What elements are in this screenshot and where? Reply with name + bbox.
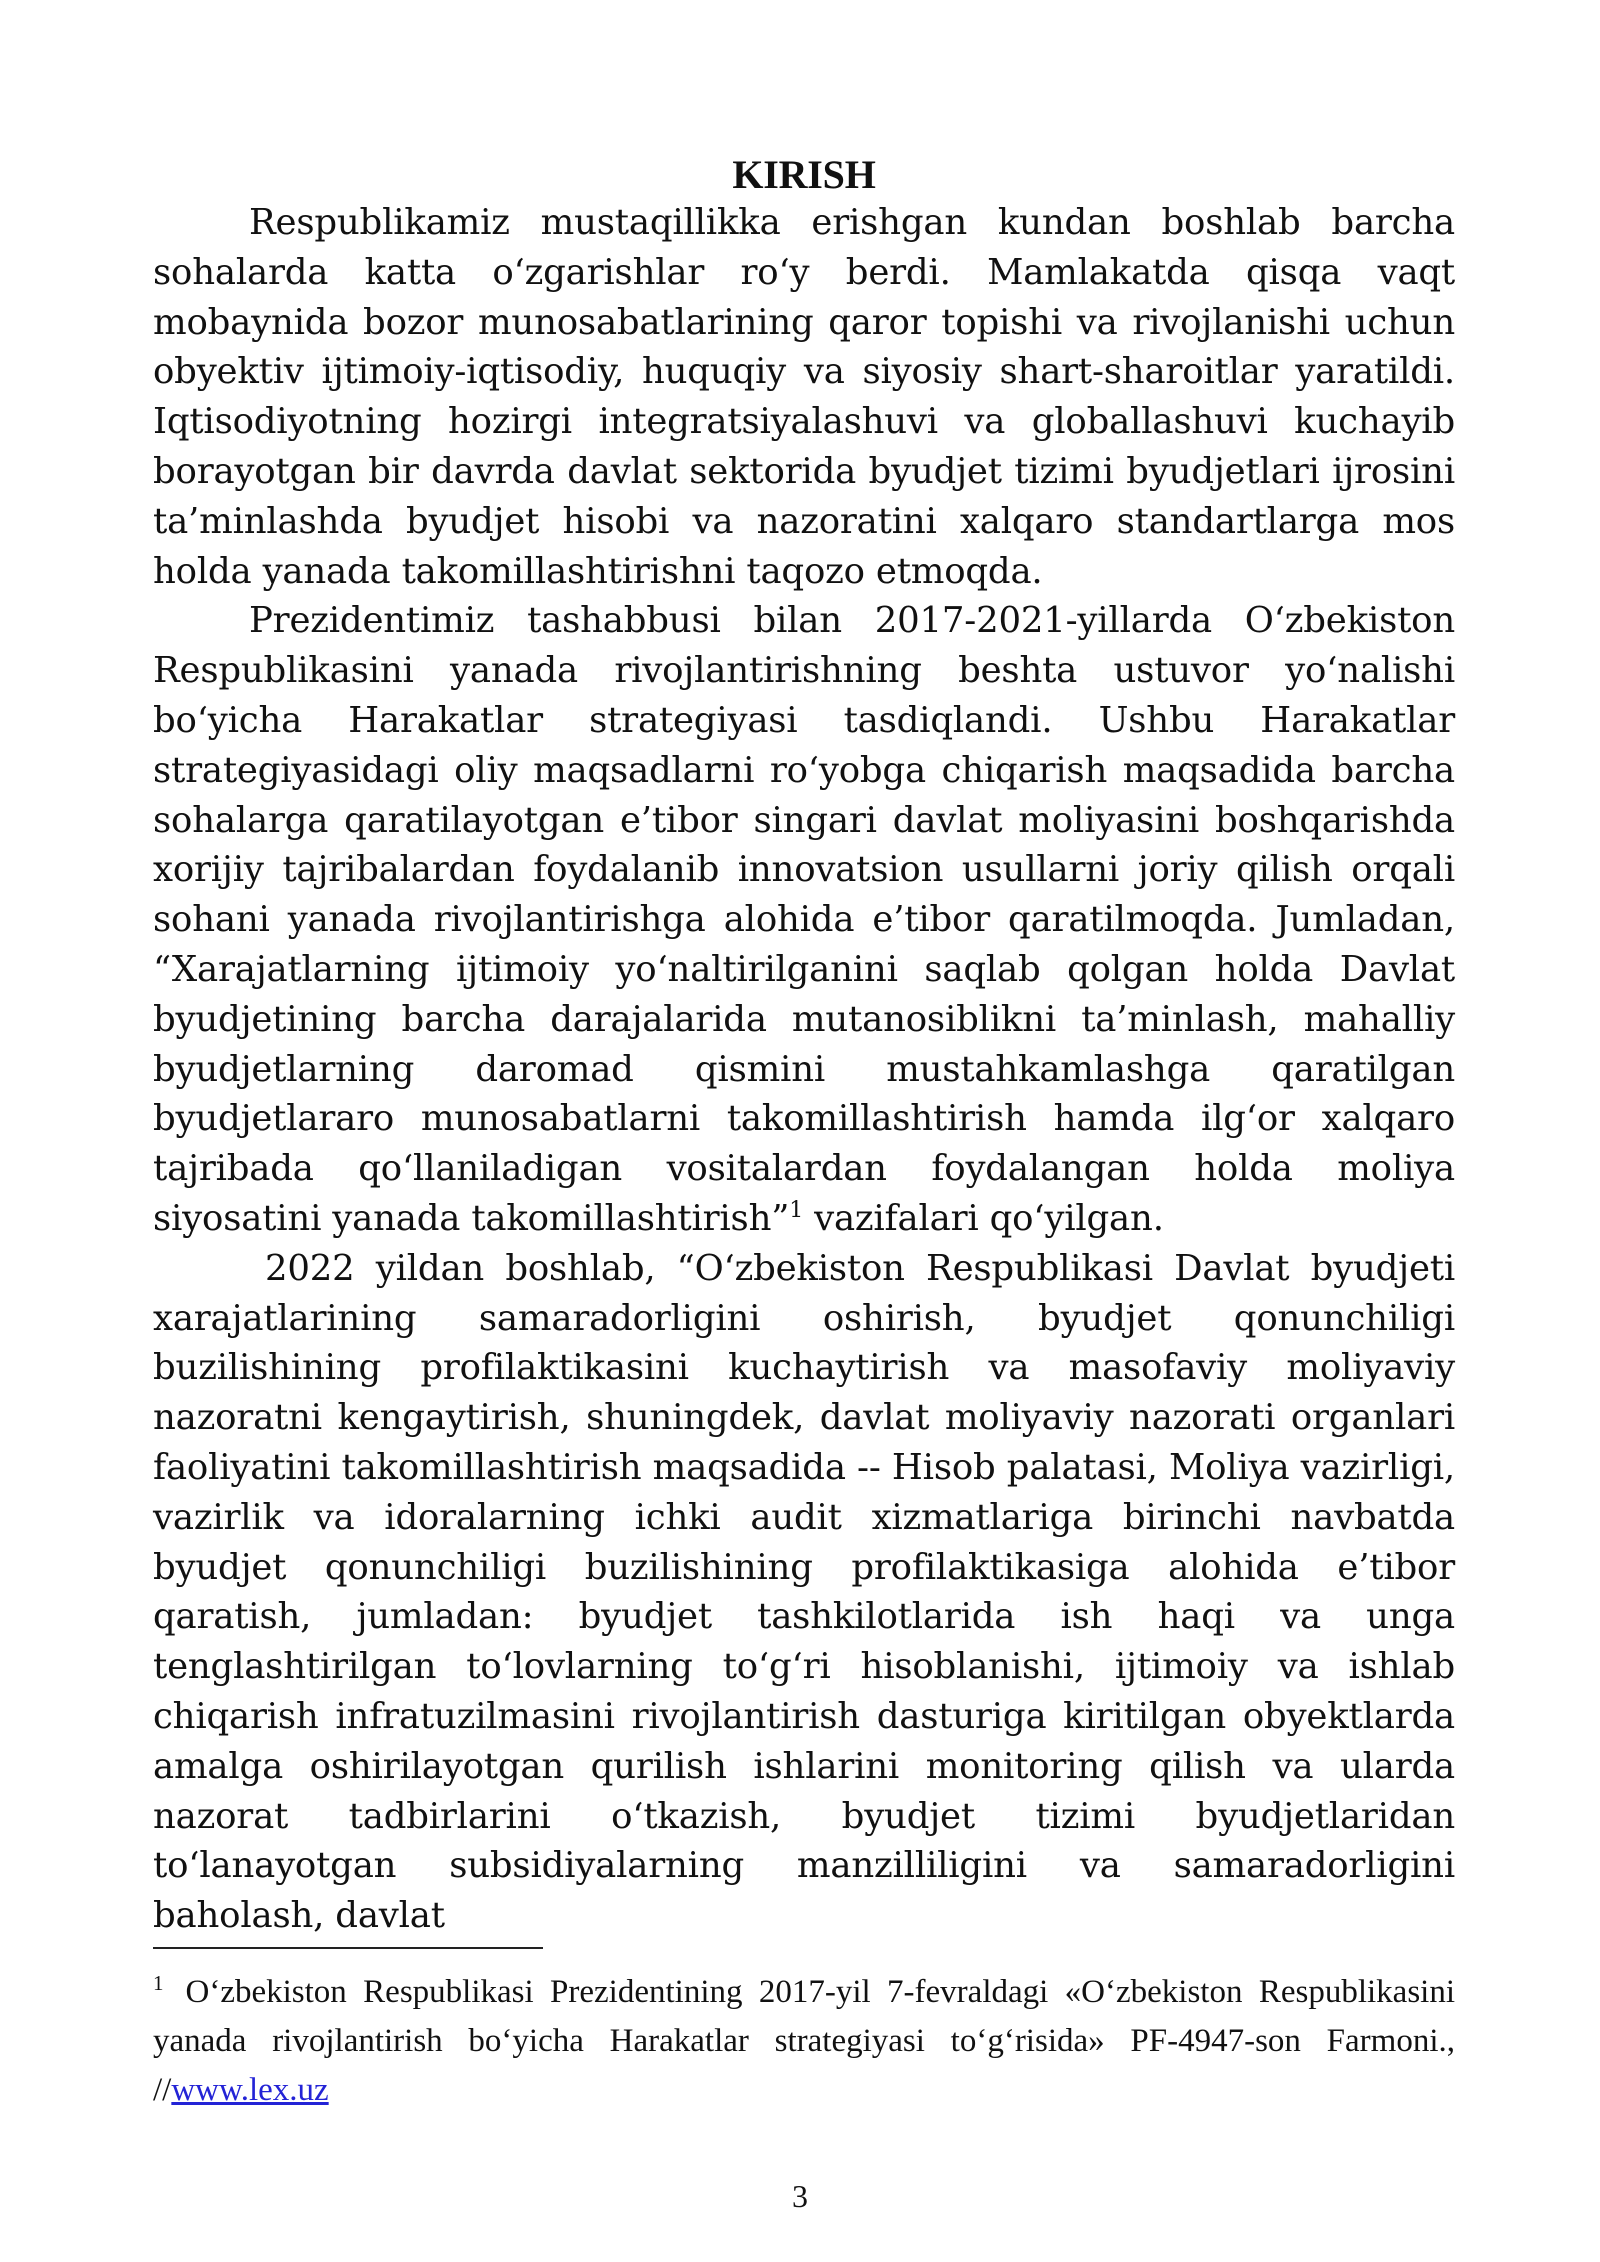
paragraph-2 xyxy=(153,596,1455,1243)
main-text xyxy=(153,150,1455,1941)
section-title: KIRISH xyxy=(732,152,876,197)
paragraph-2-tail: vazifalari qo‘yilgan. xyxy=(803,1197,1164,1239)
footnote-text: O‘zbekiston Respublikasi Prezidentining 2017-yil 7-fevraldagi «O‘zbekiston Respublikasini yanada rivojlantirish bo‘yicha Harakatlar strategiyasi to‘g‘risida» PF-4947-son Farmoni., // xyxy=(153,1974,1455,2108)
footnote xyxy=(153,1968,1455,2115)
paragraph-1-text: Respublikamiz mustaqillikka erishgan kundan boshlab barcha sohalarda katta o‘zgarishlar ro‘y berdi. Mamlakatda qisqa vaqt mobaynida bozor munosabatlarining qaror topishi va rivojlanishi uchun obyektiv ijtimoiy-iqtisodiy, huquqiy va siyosiy shart-sharoitlar yaratildi. Iqtisodiyotning hozirgi integratsiyalashuvi va globallashuvi kuchayib borayotgan bir davrda davlat sektorida byudjet tizimi byudjetlari ijrosini ta’minlashda byudjet hisobi va nazoratini xalqaro standartlarga mos holda yanada takomillashtirishni taqozo etmoqda. xyxy=(153,202,1455,592)
footnote-separator xyxy=(153,1947,543,1949)
paragraph-3 xyxy=(153,1244,1455,1941)
footnote-reference[interactable]: 1 xyxy=(789,1198,803,1224)
paragraph-2-text: Prezidentimiz tashabbusi bilan 2017-2021-yillarda O‘zbekiston Respublikasini yanada rivojlantirishning beshta ustuvor yo‘nalishi bo‘yicha Harakatlar strategiyasi tasdiqlandi. Ushbu Harakatlar strategiyasidagi oliy maqsadlarni ro‘yobga chiqarish maqsadida barcha sohalarga qaratilayotgan e’tibor singari davlat moliyasini boshqarishda xorijiy tajribalardan foydalanib innovatsion usullarni joriy qilish orqali sohani yanada rivojlantirishga alohida e’tibor qaratilmoqda. Jumladan, “Xarajatlarning ijtimoiy yo‘naltirilganini saqlab qolgan holda Davlat byudjetining barcha darajalarida mutanosiblikni ta’minlash, mahalliy byudjetlarning daromad qismini mustahkamlashga qaratilgan byudjetlararo munosabatlarni takomillashtirish hamda ilg‘or xalqaro tajribada qo‘llaniladigan vositalardan foydalangan holda moliya siyosatini yanada takomillashtirish” xyxy=(153,600,1455,1239)
page-number: 3 xyxy=(792,2178,808,2214)
footnote-link[interactable]: www.lex.uz xyxy=(171,2072,329,2108)
paragraph-1 xyxy=(153,198,1455,596)
paragraph-3-text: 2022 yildan boshlab, “O‘zbekiston Respublikasi Davlat byudjeti xarajatlarining samaradorligini oshirish, byudjet qonunchiligi buzilishining profilaktikasini kuchaytirish va masofaviy moliyaviy nazoratni kengaytirish, shuningdek, davlat moliyaviy nazorati organlari faoliyatini takomillashtirish maqsadida -- Hisob palatasi, Moliya vazirligi, vazirlik va idoralarning ichki audit xizmatlariga birinchi navbatda byudjet qonunchiligi buzilishining profilaktikasiga alohida e’tibor qaratish, jumladan: byudjet tashkilotlarida ish haqi va unga tenglashtirilgan to‘lovlarning to‘g‘ri hisoblanishi, ijtimoiy va ishlab chiqarish infratuzilmasini rivojlantirish dasturiga kiritilgan obyektlarda amalga oshirilayotgan qurilish ishlarini monitoring qilish va ularda nazorat tadbirlarini o‘tkazish, byudjet tizimi byudjetlaridan to‘lanayotgan subsidiyalarning manzilliligini va samaradorligini baholash, davlat xyxy=(153,1247,1455,1937)
footnote-number: 1 xyxy=(153,1971,164,1995)
